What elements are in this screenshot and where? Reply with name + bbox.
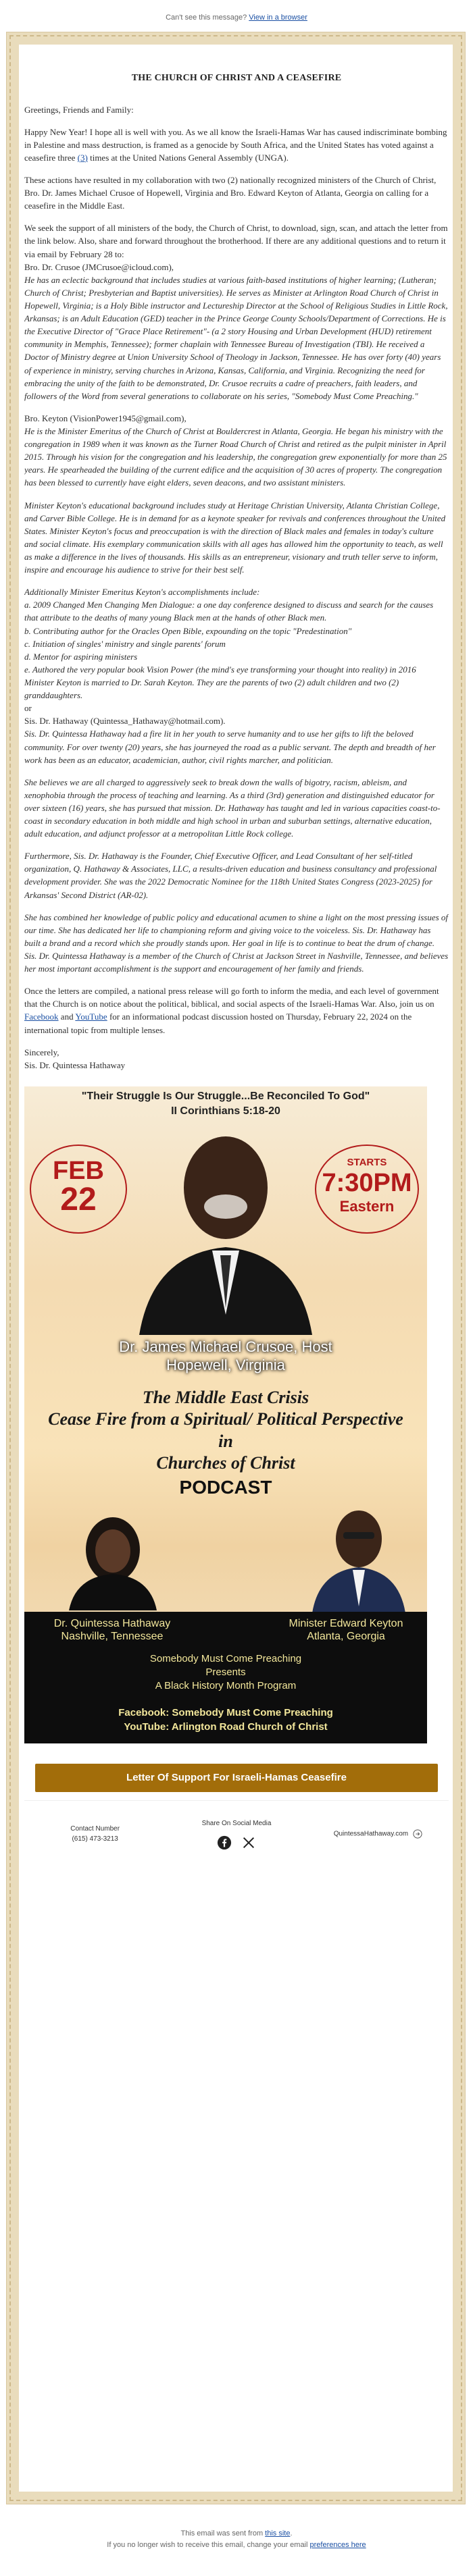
contact-number: (615) 473-3213 [72, 1835, 118, 1843]
unsubscribe-note [0, 2528, 473, 2550]
signature-name: Sis. Dr. Quintessa Hathaway [24, 1059, 126, 1070]
starts-label: STARTS [347, 1156, 387, 1168]
site-link[interactable]: QuintessaHathaway.com [333, 1830, 409, 1838]
request-paragraph [24, 221, 449, 273]
hathaway-bio-3: Furthermore, Sis. Dr. Hathaway is the Founder, Chief Executive Officer, and Lead Consultant of her self-titled organization, Q. Hathaway & Associates, LLC, a results-driven education and business consultancy and professional development provider. She was the 2022 Democratic Nominee for the 118th United States Congress (2023-2025) for Arkansas' Second District (AR-02). [24, 851, 437, 900]
closing-paragraph [24, 984, 449, 1036]
guest2-caption [272, 1617, 420, 1643]
unsub-text: If you no longer wish to receive this email, change your email [107, 2540, 310, 2549]
guest-portrait-hathaway [62, 1509, 164, 1610]
flyer-title-line: in [218, 1431, 233, 1451]
guest-portrait-keyton [308, 1498, 409, 1613]
accomplishment-item: e. Authored the very popular book Vision Power (the mind's eye transforming your thought into reality) in 2016 [24, 664, 416, 675]
podcast-label: PODCAST [179, 1476, 272, 1498]
hathaway-bio-2: She believes we are all charged to aggressively seek to break down the walls of bigotry, racism, ableism, and xenophobia through the process of teaching and learning. As a third (3rd) generation and distinguished educator for over sixteen (16) years, she has pursued that mission. Dr. Hathaway has taught and led in various capacities coast-to-coast in secondary education in both middle and high school in urban and suburban settings, alternative education, adult education, and adjunct professor at a metropolitan Little Rock college. [24, 777, 441, 839]
date-badge [30, 1145, 127, 1234]
guest1-name: Dr. Quintessa Hathaway [53, 1617, 171, 1629]
signoff: Sincerely, [24, 1047, 59, 1057]
view-in-browser-bar [0, 0, 473, 31]
view-in-browser-link[interactable]: View in a browser [249, 14, 307, 22]
hathaway-bio-1: Sis. Dr. Quintessa Hathaway had a fire lit in her youth to serve humanity and to use her gifts to lift the beloved community. For over twenty (20) years, she has journeyed the road as a public servant. The depth and breadth of her work has been as an educator, academician, author, civil rights marcher, and politician. [24, 729, 436, 765]
intro-text-end: times at the United Nations General Assembly (UNGA). [87, 152, 289, 163]
podcast-flyer [24, 1086, 427, 1743]
facebook-icon[interactable] [217, 1835, 232, 1850]
intro-text: Happy New Year! I hope all is well with you. As we all know the Israeli-Hamas War has caused indiscriminate bombing in Palestine and mass destruction, is framed as a genocide by South Africa, and the United States has voted against a ceasefire three [24, 126, 447, 163]
date-day: 22 [60, 1181, 97, 1217]
sent-text: This email was sent from [180, 2529, 266, 2538]
collaboration-paragraph: These actions have resulted in my collaboration with two (2) nationally recognized ministers of the Church of Christ, Bro. Dr. James Michael Crusoe of Hopewell, Virginia and Bro. Edward Keyton of Atlanta, Georgia on calling for a ceasefire in the Middle East. [24, 175, 437, 211]
series-program: A Black History Month Program [155, 1680, 297, 1692]
host-portrait [132, 1126, 319, 1335]
social-label: Share On Social Media [201, 1819, 272, 1827]
arrow-right-icon[interactable] [413, 1829, 422, 1839]
time-zone: Eastern [339, 1197, 395, 1215]
date-month: FEB [53, 1156, 104, 1185]
series-presents: Presents [205, 1666, 246, 1679]
site-block[interactable] [307, 1829, 449, 1839]
preferences-link[interactable]: preferences here [309, 2540, 366, 2549]
flyer-quote-line: "Their Struggle Is Our Struggle...Be Reconciled To God" [81, 1090, 370, 1102]
host-name: Dr. James Michael Crusoe, Host [119, 1338, 332, 1355]
keyton-contact: Bro. Keyton (VisionPower1945@gmail.com), [24, 413, 186, 423]
cant-see-text: Can't see this message? [166, 14, 247, 22]
sent-text-end: . [290, 2529, 293, 2538]
this-site-link[interactable]: this site [265, 2529, 291, 2538]
guest2-name: Minister Edward Keyton [289, 1617, 403, 1629]
signature-block [24, 1046, 449, 1072]
closing-text-end: for an informational podcast discussion hosted on Thursday, February 22, 2024 on the international topic from multiple lenses. [24, 1011, 412, 1035]
accomplishments-title: Additionally Minister Emeritus Keyton's accomplishments include: [24, 587, 260, 598]
contact-block [24, 1824, 166, 1844]
flyer-scripture: II Corinthians 5:18-20 [171, 1105, 280, 1117]
host-caption [24, 1338, 427, 1375]
email-body [24, 68, 449, 2502]
accomplishment-item: d. Mentor for aspiring ministers [24, 651, 138, 662]
guest1-caption [38, 1617, 186, 1643]
accomplishment-item: b. Contributing author for the Oracles Open Bible, expounding on the topic "Predestination" [24, 625, 352, 636]
sent-from-line [0, 2528, 473, 2540]
keyton-family-note: Minister Keyton is married to Dr. Sarah Keyton. They are the parents of two (2) adult children and two (2) granddaughters. [24, 677, 399, 701]
flyer-youtube-line: YouTube: Arlington Road Church of Christ [124, 1720, 328, 1733]
flyer-title [24, 1387, 427, 1475]
guest2-city: Atlanta, Georgia [307, 1631, 385, 1643]
crusoe-bio: He has an eclectic background that includes studies at various faith-based institutions of higher learning; (Lutheran; Church of Christ; Presbyterian and Baptist universities). He serves as Minister at Arlington Road Church of Christ in Hopewell, Virginia; is a Holy Bible instructor and Lectureship Director at the School of Religious Studies in Little Rock, Arkansas; is an Adult Education (GED) teacher in the Prince George County Schools/Department of Corrections. He is the Executive Director of "Grace Place Retirement"- (a 2 story Housing and Urban Development (HUD) retirement community in Memphis, Tennessee); former chaplain with Tennessee Bureau of Investigation (TBI). He received a Doctor of Ministry degree at Union University School of Theology in Jackson, Tennessee. He has over forty (40) years of experience in ministry, serving churches in Arizona, Kansas, California, and Virginia. Recognizing the need for embracing the unity of the faith to be demonstrated, Dr. Crusoe recruits a cadre of preachers, faith leaders, and followers of the Word from several generations to collaborate on his series, "Somebody Must Come Preaching." [24, 274, 448, 401]
start-time: 7:30PM [322, 1168, 412, 1197]
series-name: Somebody Must Come Preaching [149, 1652, 302, 1664]
flyer-title-line: Cease Fire from a Spiritual/ Political Perspective [48, 1409, 403, 1429]
accomplishment-item: a. 2009 Changed Men Changing Men Dialogue: a one day conference designed to discuss and search for the causes that attribute to the deaths of many young Black men at the hands of other Black men. [24, 600, 434, 623]
social-icons [166, 1835, 307, 1850]
page-title: THE CHURCH OF CHRIST AND A CEASEFIRE [131, 73, 342, 83]
time-badge [315, 1145, 419, 1234]
hathaway-bio-4: She has combined her knowledge of public policy and educational acumen to shine a light on the most pressing issues of our time. She has dedicated her life to championing reform and giving voice to the voiceless. Sis. Dr. Hathaway has built a brand and a record which she proudly stands upon. Her goal in life is to continue to beat the drum of change. Sis. Dr. Quintessa Hathaway is a member of the Church of Christ at Jackson Street in Nashville, Tennessee, and believes her most important accomplishment is the support and encouragement of her family and friends. [24, 912, 449, 974]
x-icon[interactable] [241, 1835, 256, 1850]
series-caption [24, 1652, 427, 1693]
closing-text: Once the letters are compiled, a national press release will go forth to inform the media, and each level of government that the Church is on notice about the political, biblical, and social aspects of the Israeli-Hamas War. Also, join us on [24, 986, 439, 1009]
social-caption [24, 1706, 427, 1734]
social-block [166, 1819, 307, 1851]
letter-of-support-button[interactable]: Letter Of Support For Israeli-Hamas Ceasefire [35, 1764, 438, 1792]
intro-paragraph [24, 126, 449, 164]
or-text: or [24, 703, 32, 714]
hathaway-contact: Sis. Dr. Hathaway (Quintessa_Hathaway@hotmail.com). [24, 716, 226, 727]
closing-and: and [58, 1011, 76, 1022]
flyer-quote [24, 1089, 427, 1118]
youtube-link[interactable]: YouTube [75, 1011, 107, 1022]
flyer-facebook-line: Facebook: Somebody Must Come Preaching [118, 1706, 333, 1718]
greeting: Greetings, Friends and Family: [24, 104, 134, 115]
three-times-link[interactable]: (3) [77, 152, 88, 163]
keyton-bio-2: Minister Keyton's educational background includes study at Heritage Christian University, Atlanta Christian College, and Carver Bible College. He is in demand for as a keynote speaker for revivals and conferences throughout the United States. Minister Keyton's focus and preoccupation is with the direction of Black males and females in today's culture and social climate. His exemplary communication skills with all ages has allowed him the opportunity to teach, as well as make a difference in the lives of thousands. His skills as an entrepreneur, visionary and truth teller serve to inform, inspire and encourage his audience to strive for their best self. [24, 500, 446, 575]
flyer-title-line: The Middle East Crisis [142, 1387, 309, 1407]
facebook-link[interactable]: Facebook [24, 1011, 59, 1022]
flyer-title-line: Churches of Christ [156, 1453, 295, 1473]
host-city: Hopewell, Virginia [166, 1357, 285, 1374]
request-text: We seek the support of all ministers of the body, the Church of Christ, to download, sign, scan, and attach the letter from the link below. Also, share and forward throughout the brotherhood. If there are any additional questions and to return it via email by February 28 to: [24, 223, 448, 259]
preferences-line [0, 2540, 473, 2551]
keyton-bio-1: He is the Minister Emeritus of the Church of Christ at Bouldercrest in Atlanta, Georgia. He began his ministry with the congregation in 1989 when it was known as the Turner Road Church of Christ and retired as the pulpit minister in April 2015. Through his vision for the congregation and his leadership, the congregation grew exponentially for more than 25 years. He spearheaded the building of the current edifice and the acquisition of 30 acres of property. The congregation has been blessed to currently have eight elders, seven deacons, and two assistant ministers. [24, 425, 447, 488]
keyton-accomplishments [24, 585, 449, 766]
guest1-city: Nashville, Tennessee [61, 1631, 164, 1643]
contact-label: Contact Number [70, 1825, 120, 1833]
crusoe-contact: Bro. Dr. Crusoe (JMCrusoe@icloud.com), [24, 261, 174, 272]
email-footer [24, 1800, 449, 1868]
accomplishment-item: c. Initiation of singles' ministry and single parents' forum [24, 638, 226, 649]
